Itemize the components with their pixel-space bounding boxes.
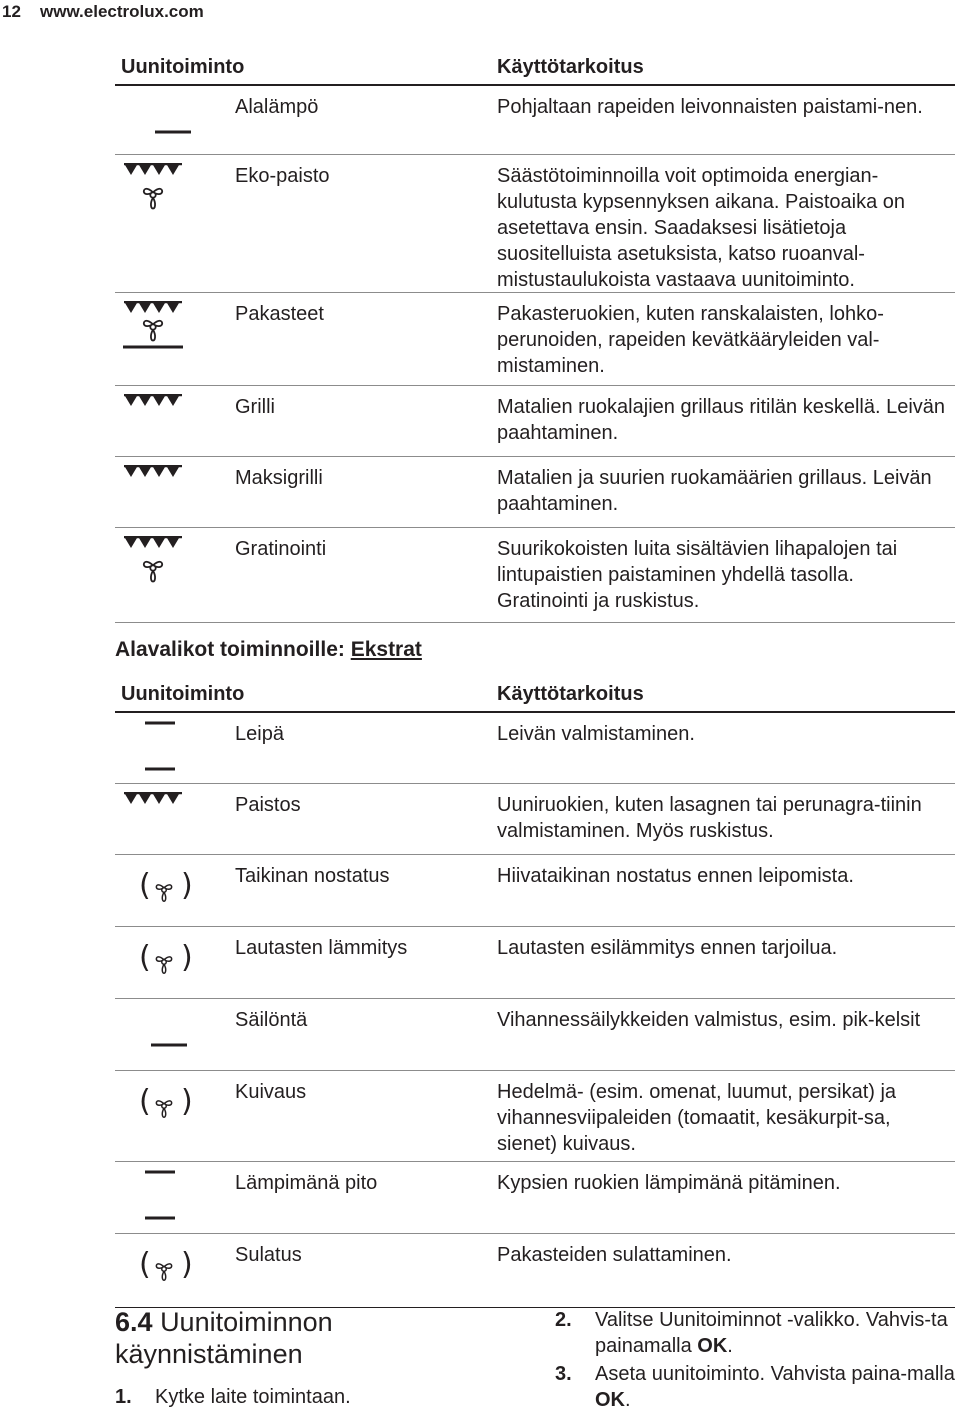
column-header-function: Uunitoiminto	[121, 683, 245, 705]
fan-icon	[121, 863, 231, 909]
function-name: Pakasteet	[235, 303, 324, 325]
extras-link[interactable]: Ekstrat	[350, 638, 422, 661]
function-description: Vihannessäilykkeiden valmistus, esim. pik-kelsit	[497, 1009, 921, 1031]
function-description: Pohjaltaan rapeiden leivonnaisten paistami-nen.	[497, 96, 923, 118]
ok-label: OK	[595, 1389, 625, 1411]
function-description: Matalien ja suurien ruokamäärien grillaus. Leivän paahtaminen.	[497, 467, 932, 515]
table-row	[115, 713, 955, 784]
section-heading: Uunitoiminnon käynnistäminen	[115, 1307, 333, 1369]
table-row	[115, 927, 955, 999]
function-name: Leipä	[235, 723, 284, 745]
function-description: Matalien ruokalajien grillaus ritilän keskellä. Leivän paahtaminen.	[497, 396, 946, 444]
svg-text:): )	[181, 868, 193, 903]
function-description: Hedelmä- (esim. omenat, luumut, persikat) ja vihannesviipaleiden (tomaatit, kesäkurpit-sa, sienet) kuivaus.	[497, 1081, 897, 1155]
extras-table	[115, 675, 955, 1308]
function-description: Suurikokoisten luita sisältävien lihapalojen tai lintupaistien paistaminen yhdellä tasolla. Gratinointi ja ruskistus.	[497, 538, 898, 612]
function-name: Kuivaus	[235, 1081, 307, 1103]
function-name: Gratinointi	[235, 538, 327, 560]
top-bottom-heat-icon	[121, 1170, 231, 1230]
column-header-purpose: Käyttötarkoitus	[497, 683, 644, 705]
function-name: Alalämpö	[235, 96, 319, 118]
oven-functions-table	[115, 48, 955, 623]
fan-icon	[121, 935, 231, 981]
section-number: 6.4	[115, 1307, 153, 1337]
frozen-food-icon	[121, 301, 231, 351]
svg-text:): )	[181, 1247, 193, 1282]
svg-text:(: (	[139, 868, 151, 903]
grill-icon	[121, 394, 231, 410]
function-name: Grilli	[235, 396, 275, 418]
column-header-purpose: Käyttötarkoitus	[497, 56, 644, 78]
bottom-heat-icon	[121, 94, 231, 142]
svg-text:(: (	[139, 1084, 151, 1119]
step-number: 3.	[555, 1363, 572, 1385]
svg-text:(: (	[139, 940, 151, 975]
function-name: Lämpimänä pito	[235, 1172, 378, 1194]
table-row	[115, 999, 955, 1071]
function-description: Pakasteiden sulattaminen.	[497, 1244, 732, 1266]
table-row	[115, 528, 955, 623]
function-name: Lautasten lämmitys	[235, 937, 408, 959]
svg-text:(: (	[139, 1247, 151, 1282]
table-row	[115, 293, 955, 386]
function-name: Eko-paisto	[235, 165, 330, 187]
step-number: 2.	[555, 1309, 572, 1331]
table-row	[115, 86, 955, 155]
section-title	[115, 1306, 475, 1370]
function-description: Säästötoiminnoilla voit optimoida energian-kulutusta kypsennyksen aikana. Paistoaika on asetettava ensin. Saadaksesi lisätietoja suositelluista asetuksista, katso ruoanval-mistustaulukoista vastaava uunitoiminto.	[497, 165, 906, 291]
function-description: Hiivataikinan nostatus ennen leipomista.	[497, 865, 854, 887]
svg-text:): )	[181, 940, 193, 975]
function-name: Sulatus	[235, 1244, 302, 1266]
page-header	[0, 0, 960, 28]
function-description: Lautasten esilämmitys ennen tarjoilua.	[497, 937, 838, 959]
table-row	[115, 386, 955, 457]
table-row	[115, 1162, 955, 1234]
gratin-icon	[121, 536, 231, 590]
max-grill-icon	[121, 465, 231, 481]
function-name: Taikinan nostatus	[235, 865, 390, 887]
function-description: Pakasteruokien, kuten ranskalaisten, lohko-perunoiden, rapeiden kevätkääryleiden val-mistaminen.	[497, 303, 884, 377]
function-name: Maksigrilli	[235, 467, 323, 489]
function-name: Paistos	[235, 794, 301, 816]
submenu-title	[115, 638, 422, 662]
table-row	[115, 457, 955, 528]
column-header-function: Uunitoiminto	[121, 56, 245, 78]
top-bottom-heat-icon	[121, 721, 231, 781]
svg-text:): )	[181, 1084, 193, 1119]
function-name: Säilöntä	[235, 1009, 308, 1031]
table-row	[115, 855, 955, 927]
table-header	[115, 675, 955, 713]
bottom-heat-icon	[121, 1007, 231, 1055]
ok-label: OK	[697, 1335, 728, 1357]
table-row	[115, 1071, 955, 1162]
fan-icon	[121, 1242, 231, 1288]
step-text: Valitse Uunitoiminnot -valikko. Vahvis-ta painamalla OK.	[595, 1309, 948, 1357]
step-text: Aseta uunitoiminto. Vahvista paina-malla OK.	[595, 1363, 955, 1411]
table-row	[115, 1234, 955, 1308]
eco-roast-icon	[121, 163, 231, 217]
table-row	[115, 784, 955, 855]
submenu-title-prefix: Alavalikot toiminnoille:	[115, 638, 351, 661]
function-description: Uuniruokien, kuten lasagnen tai perunagra-tiinin valmistaminen. Myös ruskistus.	[497, 794, 922, 842]
step-text: Kytke laite toimintaan.	[155, 1386, 351, 1408]
function-description: Kypsien ruokien lämpimänä pitäminen.	[497, 1172, 841, 1194]
step-number: 1.	[115, 1386, 132, 1408]
table-header	[115, 48, 955, 86]
page-number: 12	[2, 2, 21, 21]
function-description: Leivän valmistaminen.	[497, 723, 695, 745]
grill-icon	[121, 792, 231, 808]
table-row	[115, 155, 955, 293]
site-url[interactable]: www.electrolux.com	[40, 2, 204, 21]
fan-icon	[121, 1079, 231, 1125]
